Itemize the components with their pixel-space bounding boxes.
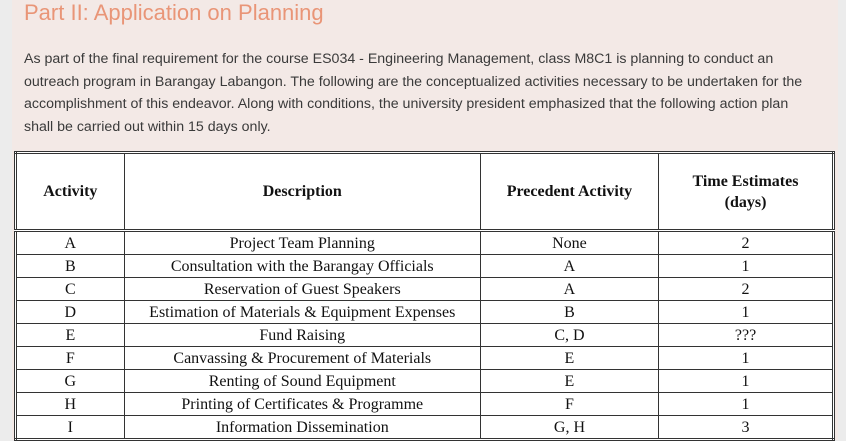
- precedent-cell: E: [480, 370, 658, 393]
- description-cell: Fund Raising: [124, 324, 480, 347]
- precedent-cell: C, D: [480, 324, 658, 347]
- table-row: [16, 416, 834, 440]
- time-cell: 1: [659, 255, 834, 278]
- table-row: [16, 231, 834, 255]
- header-activity: Activity: [16, 153, 125, 231]
- table-row: [16, 347, 834, 370]
- precedent-cell: None: [480, 231, 658, 255]
- table-row: [16, 278, 834, 301]
- table-row: [16, 324, 834, 347]
- time-cell: 2: [659, 231, 834, 255]
- header-time-estimates: Time Estimates (days): [659, 153, 834, 231]
- description-cell: Estimation of Materials & Equipment Expenses: [124, 301, 480, 324]
- description-cell: Project Team Planning: [124, 231, 480, 255]
- time-cell: 3: [659, 416, 834, 440]
- time-cell: 1: [659, 301, 834, 324]
- time-cell: 1: [659, 370, 834, 393]
- description-cell: Renting of Sound Equipment: [124, 370, 480, 393]
- intro-paragraph: As part of the final requirement for the course ES034 - Engineering Management, class M8C1 is planning to conduct an outreach program in Barangay Labangon. The following are the conceptualized activities necessary to be undertaken for the accomplishment of this endeavor. Along with conditions, the university president emphasized that the following action plan shall be carried out within 15 days only.: [24, 51, 803, 135]
- section-title: Part II: Application on Planning: [24, 0, 324, 25]
- description-cell: Printing of Certificates & Programme: [124, 393, 480, 416]
- time-cell: ???: [659, 324, 834, 347]
- description-cell: Canvassing & Procurement of Materials: [124, 347, 480, 370]
- table-header-row: [16, 153, 834, 231]
- precedent-cell: B: [480, 301, 658, 324]
- header-description: Description: [124, 153, 480, 231]
- time-cell: 1: [659, 393, 834, 416]
- precedent-cell: A: [480, 278, 658, 301]
- activity-table: [14, 151, 835, 441]
- activity-cell: I: [16, 416, 125, 440]
- activity-cell: G: [16, 370, 125, 393]
- table-row: [16, 301, 834, 324]
- activity-cell: C: [16, 278, 125, 301]
- activity-cell: F: [16, 347, 125, 370]
- activity-cell: D: [16, 301, 125, 324]
- precedent-cell: F: [480, 393, 658, 416]
- precedent-cell: A: [480, 255, 658, 278]
- activity-cell: B: [16, 255, 125, 278]
- description-cell: Consultation with the Barangay Officials: [124, 255, 480, 278]
- activity-cell: A: [16, 231, 125, 255]
- activity-cell: H: [16, 393, 125, 416]
- precedent-cell: G, H: [480, 416, 658, 440]
- activity-cell: E: [16, 324, 125, 347]
- table-row: [16, 255, 834, 278]
- time-cell: 2: [659, 278, 834, 301]
- table-row: [16, 393, 834, 416]
- table-row: [16, 370, 834, 393]
- header-precedent: Precedent Activity: [480, 153, 658, 231]
- time-cell: 1: [659, 347, 834, 370]
- precedent-cell: E: [480, 347, 658, 370]
- description-cell: Reservation of Guest Speakers: [124, 278, 480, 301]
- description-cell: Information Dissemination: [124, 416, 480, 440]
